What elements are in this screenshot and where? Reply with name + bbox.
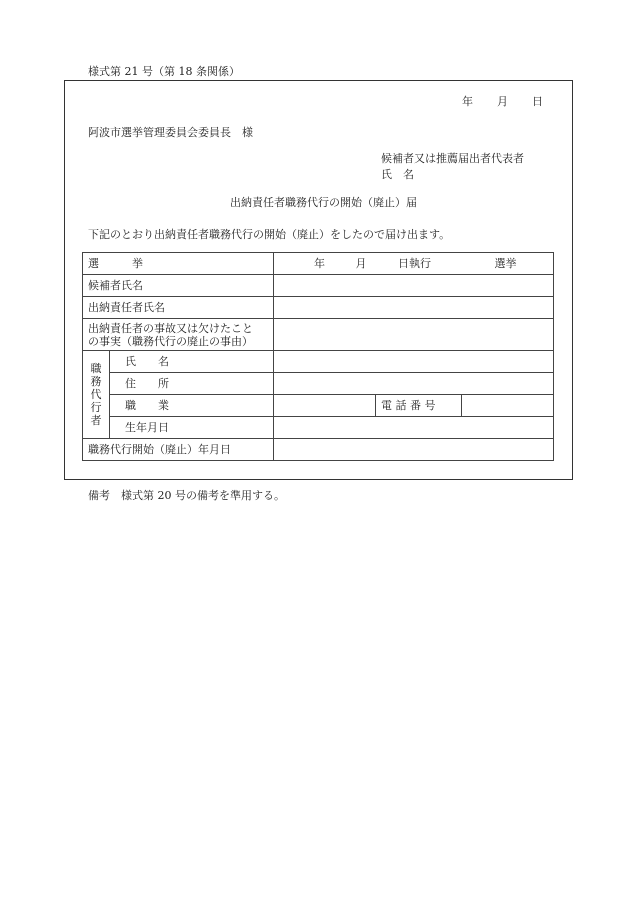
representative-title: 候補者又は推薦届出者代表者 <box>381 152 524 165</box>
start-date-field[interactable] <box>274 439 554 461</box>
accident-label-line2: の事実（職務代行の廃止の事由） <box>88 334 253 348</box>
remark: 備考 様式第 20 号の備考を準用する。 <box>88 489 285 502</box>
deputy-group-char: 職 <box>90 362 102 375</box>
table-row <box>83 351 554 373</box>
start-date-label: 職務代行開始（廃止）年月日 <box>83 439 274 461</box>
accident-label <box>83 319 274 351</box>
deputy-group-char: 務 <box>90 375 102 388</box>
deputy-name-field[interactable] <box>274 351 554 373</box>
deputy-group-label <box>83 351 110 439</box>
deputy-phone-label: 電 話 番 号 <box>376 395 462 417</box>
deputy-occupation-field[interactable] <box>274 395 376 417</box>
election-held-label: 日執行 <box>398 257 431 270</box>
election-year-label: 年 <box>314 257 325 270</box>
date-month-label: 月 <box>497 95 508 108</box>
accident-field[interactable] <box>274 319 554 351</box>
candidate-name-field[interactable] <box>274 275 554 297</box>
election-suffix-label: 選挙 <box>494 257 517 270</box>
deputy-occupation-label: 職 業 <box>110 395 274 417</box>
date-day-label: 日 <box>532 95 543 108</box>
table-row <box>83 395 554 417</box>
table-row <box>83 319 554 351</box>
representative-name-label: 氏 名 <box>381 168 414 181</box>
election-month-label: 月 <box>355 257 367 270</box>
deputy-group-char: 代 <box>90 388 102 401</box>
notification-table <box>82 252 554 461</box>
table-row <box>83 297 554 319</box>
date-year-label: 年 <box>462 95 473 108</box>
table-row <box>83 275 554 297</box>
table-row <box>83 253 554 275</box>
treasurer-name-label: 出納責任者氏名 <box>83 297 274 319</box>
deputy-address-field[interactable] <box>274 373 554 395</box>
form-number-label: 様式第 21 号（第 18 条関係） <box>88 65 240 78</box>
table-row <box>83 373 554 395</box>
treasurer-name-field[interactable] <box>274 297 554 319</box>
deputy-group-char: 者 <box>90 414 102 427</box>
candidate-name-label: 候補者氏名 <box>83 275 274 297</box>
addressee: 阿波市選挙管理委員会委員長 様 <box>88 126 253 139</box>
deputy-address-label: 住 所 <box>110 373 274 395</box>
deputy-birth-field[interactable] <box>274 417 554 439</box>
deputy-phone-field[interactable] <box>462 395 554 417</box>
deputy-birth-label: 生年月日 <box>110 417 274 439</box>
body-text: 下記のとおり出納責任者職務代行の開始（廃止）をしたので届け出ます。 <box>88 228 451 241</box>
deputy-group-char: 行 <box>90 401 102 414</box>
election-label: 選 挙 <box>83 253 274 275</box>
election-value[interactable] <box>274 253 554 275</box>
accident-label-line1: 出納責任者の事故又は欠けたこと <box>88 321 253 335</box>
table-row <box>83 417 554 439</box>
deputy-name-label: 氏 名 <box>110 351 274 373</box>
table-row <box>83 439 554 461</box>
document-title: 出納責任者職務代行の開始（廃止）届 <box>230 196 417 209</box>
